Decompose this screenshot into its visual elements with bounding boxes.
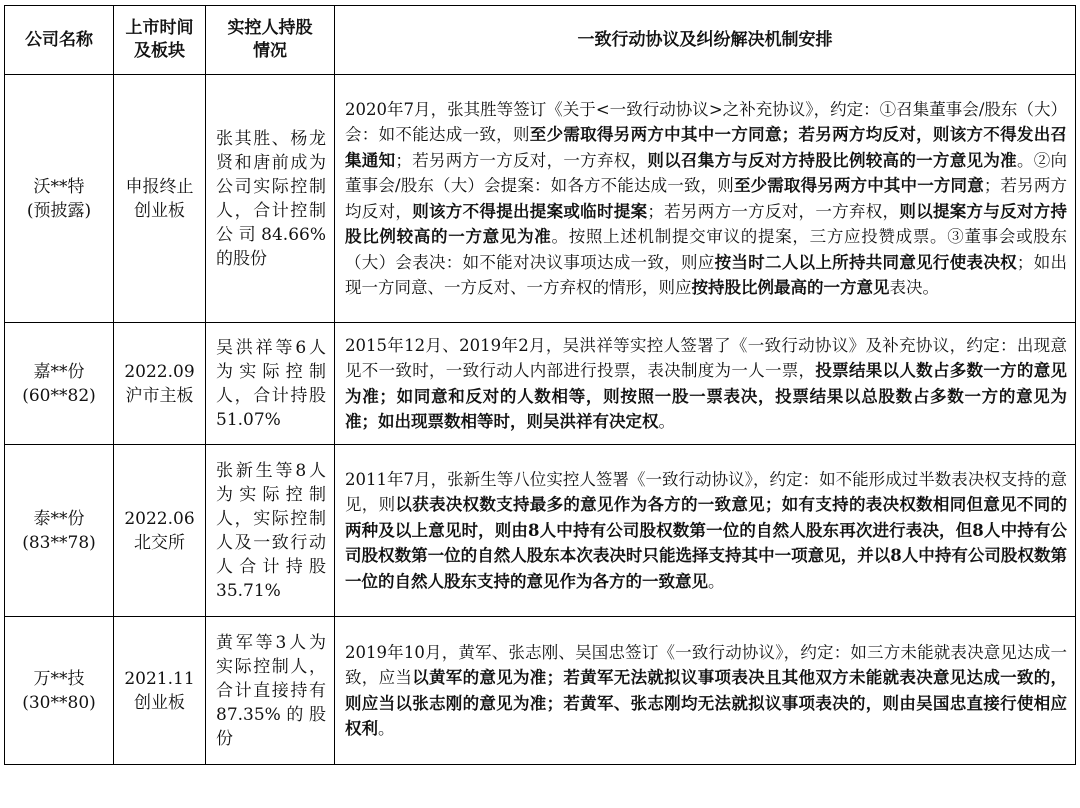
header-holding-line-2: 情况 — [253, 41, 287, 61]
mechanism-text: 2020年7月，张其胜等签订《关于<一致行动协议>之补充协议》，约定：①召集董事会/股东（大）会：如不能达成一致，则 — [345, 99, 1067, 144]
mechanism-cell — [335, 323, 1076, 445]
mechanism-bold-text: 投票结果以人数占多数一方的意见为准；如同意和反对的人数相等，则按照一股一票表决，投票结果以总股数占多数一方的意见为准；如出现票数相等时，则吴洪祥有决定权 — [345, 361, 1068, 431]
listing-board: 沪市主板 — [125, 385, 194, 406]
company-cell — [5, 75, 114, 323]
mechanism-cell — [335, 75, 1076, 323]
company-code: (83**78) — [22, 532, 96, 553]
mechanism-bold-text: 以获表决权数支持最多的意见作为各方的一致意见；如有支持的表决权数相同但意见不同的两种及以上意见时，则由8人中持有公司股权数第一位的自然人股东再次进行表决，但8人中持有公司股权数第一位的自然人股东本次表决时只能选择支持其中一项意见，并以8人中持有公司股权数第一位的自然人股东支持的意见作为各方的一致意见 — [345, 495, 1068, 591]
listing-board: 创业板 — [134, 200, 185, 221]
holding-cell: 黄军等3人为实际控制人，合计直接持有87.35%的股份 — [206, 617, 335, 765]
header-listing-line-2: 及板块 — [134, 41, 185, 61]
mechanism-bold-text: 至少需取得另两方中其中一方同意；若另两方均反对，则该方不得发出召集通知 — [345, 125, 1068, 170]
header-row — [5, 6, 1076, 75]
header-company — [5, 6, 114, 75]
mechanism-cell — [335, 445, 1076, 617]
company-name: 沃**特 — [33, 176, 85, 197]
mechanism-bold-text: 至少需取得另两方中其中一方同意 — [733, 176, 984, 195]
table-row — [5, 323, 1076, 445]
table-row — [5, 75, 1076, 323]
mechanism-text: ；若另两方均反对， — [345, 176, 1068, 221]
header-listing — [114, 6, 206, 75]
listing-time: 2022.09 — [124, 361, 195, 382]
listing-cell — [114, 75, 206, 323]
mechanism-text: ；若另两方一方反对，一方弃权， — [647, 201, 900, 221]
mechanism-bold-text: 按持股比例最高的一方意见 — [691, 278, 890, 297]
company-name: 泰**份 — [33, 508, 85, 529]
company-code: (60**82) — [22, 385, 96, 406]
mechanism-text: 2015年12月、2019年2月，吴洪祥等实控人签署了《一致行动协议》及补充协议，约定：出现意见不一致时，一致行动人内部进行投票，表决制度为一人一票， — [345, 335, 1067, 380]
mechanism-text: 。②向董事会/股东（大）会提案：如各方不能达成一致，则 — [345, 150, 1068, 195]
company-cell — [5, 445, 114, 617]
header-mechanism-line-1: 一致行动协议及纠纷解决机制安排 — [577, 29, 833, 50]
mechanism-text: ；如出现一方同意、一方反对、一方弃权的情形，则应 — [345, 252, 1068, 297]
mechanism-text: 表决。 — [889, 278, 939, 297]
header-mechanism — [335, 6, 1076, 75]
header-holding-line-1: 实控人持股 — [227, 18, 313, 38]
listing-time: 2021.11 — [124, 668, 195, 689]
mechanism-text: 。 — [708, 571, 725, 591]
listing-board: 创业板 — [134, 692, 185, 713]
company-code: (30**80) — [22, 692, 96, 713]
table-row — [5, 445, 1076, 617]
header-listing-line-1: 上市时间 — [125, 18, 194, 38]
mechanism-text: 。按照上述机制提交审议的提案，三方应投赞成票。③董事会或股东（大）会表决：如不能对决议事项达成一致，则应 — [345, 227, 1068, 272]
holding-cell: 吴洪祥等6人为实际控制人，合计持股51.07% — [206, 323, 335, 445]
company-code: (预披露) — [26, 200, 92, 221]
header-company-line-1: 公司名称 — [25, 29, 93, 50]
mechanism-bold-text: 以黄军的意见为准；若黄军无法就拟议事项表决且其他双方未能就表决意见达成一致的，则应当以张志刚的意见为准；若黄军、张志刚均无法就拟议事项表决的，则由吴国忠直接行使相应权利 — [345, 668, 1068, 738]
header-holding — [206, 6, 335, 75]
mechanism-text: 。 — [658, 412, 675, 431]
mechanism-text: ；若另两方一方反对，一方弃权， — [395, 150, 648, 170]
holding-cell: 张新生等8人为实际控制人，实际控制人及一致行动人合计持股35.71% — [206, 445, 335, 617]
listing-time: 申报终止 — [125, 176, 194, 197]
holding-cell: 张其胜、杨龙贤和唐前成为公司实际控制人，合计控制公司84.66%的股份 — [206, 75, 335, 323]
mechanism-bold-text: 则以提案方与反对方持股比例较高的一方意见为准 — [345, 201, 1068, 246]
agreement-table — [4, 5, 1076, 765]
listing-cell — [114, 323, 206, 445]
company-name: 嘉**份 — [33, 361, 85, 382]
mechanism-text: 2011年7月，张新生等八位实控人签署《一致行动协议》，约定：如不能形成过半数表决权支持的意见，则 — [345, 469, 1067, 515]
listing-cell — [114, 617, 206, 765]
company-cell — [5, 323, 114, 445]
table-row — [5, 617, 1076, 765]
company-name: 万**技 — [33, 668, 85, 689]
listing-time: 2022.06 — [124, 508, 195, 529]
mechanism-bold-text: 则以召集方与反对方持股比例较高的一方意见为准 — [647, 150, 1017, 170]
mechanism-cell — [335, 617, 1076, 765]
mechanism-bold-text: 按当时二人以上所持共同意见行使表决权 — [714, 252, 1017, 272]
mechanism-text: 。 — [378, 719, 395, 738]
listing-board: 北交所 — [134, 532, 185, 553]
mechanism-text: 2019年10月，黄军、张志刚、吴国忠签订《一致行动协议》，约定：如三方未能就表决意见达成一致，应当 — [345, 642, 1067, 687]
company-cell — [5, 617, 114, 765]
listing-cell — [114, 445, 206, 617]
mechanism-bold-text: 则该方不得提出提案或临时提案 — [412, 201, 648, 221]
